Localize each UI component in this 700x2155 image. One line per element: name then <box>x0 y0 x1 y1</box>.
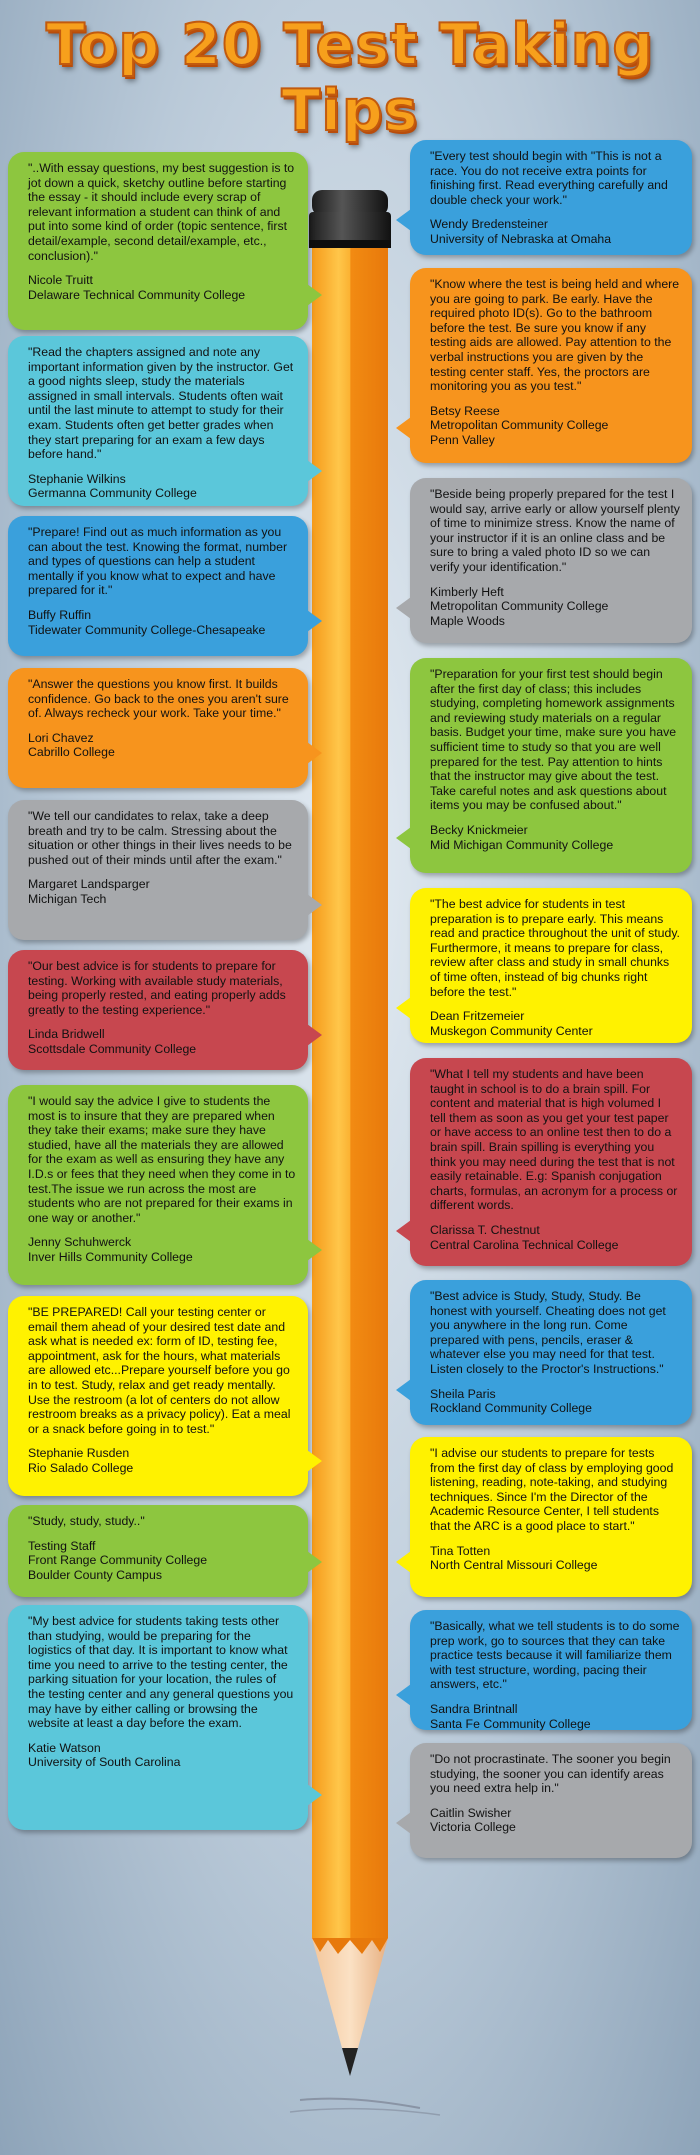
tip-author-name: Lori Chavez <box>28 730 94 745</box>
tip-bubble-right-8 <box>410 1437 692 1597</box>
tip-quote: "Every test should begin with "This is not a race. You do not receive extra points for finishing first. Read everything carefully and double check your work." <box>430 149 668 207</box>
tip-attribution <box>28 731 296 760</box>
tip-quote: "I would say the advice I give to students the most is to insure that they are prepared when they take their exams; make sure they have studied, have all the materials they are allowed for the exam as well as ensuring they have any I.D.s or fees that they need when they come in to test.The issue we run across the most are students who are not prepared for their exams in one way or another." <box>28 1094 296 1225</box>
tip-author-org: Rockland Community College <box>430 1401 592 1416</box>
bubble-tail <box>307 742 322 764</box>
tip-author-org-campus: Boulder County Campus <box>28 1567 162 1582</box>
tip-quote: "Answer the questions you know first. It builds confidence. Go back to the ones you aren't sure of. Always recheck your work. Take your time." <box>28 677 289 721</box>
tip-author-name: Margaret Landsparger <box>28 877 150 892</box>
tip-author-name: Becky Knickmeier <box>430 822 528 837</box>
tip-author-org: Cabrillo College <box>28 745 115 760</box>
tip-bubble-left-9 <box>8 1505 308 1597</box>
bubble-tail <box>396 1812 411 1834</box>
tip-author-org: Victoria College <box>430 1820 516 1835</box>
tip-author-name: Clarissa T. Chestnut <box>430 1222 540 1237</box>
bubble-tail <box>307 460 322 482</box>
bubble-tail <box>307 1784 322 1806</box>
bubble-tail <box>307 284 322 306</box>
tip-author-org: University of South Carolina <box>28 1755 181 1770</box>
tip-attribution <box>28 1446 296 1475</box>
tip-quote: "Beside being properly prepared for the test I would say, arrive early or allow yourself plenty of time to minimize stress. Know the name of your instructor if it is an online class and be sure to bring a valed photo ID so we can verify your identification." <box>430 487 680 574</box>
tip-quote: "BE PREPARED! Call your testing center or email them ahead of your desired test date and ask what is needed ex: form of ID, testing fee, appointment, ask for the hours, what materials are allowed etc...Prepare yourself before you go in to test. Study, relax and get ready mentally. Use the restroom (a lot of centers do not allow restroom breaks as a privacy policy). Eat a meal or a snack before going in to test." <box>28 1305 291 1436</box>
tip-author-name: Betsy Reese <box>430 403 500 418</box>
tip-attribution <box>28 273 296 302</box>
bubble-tail <box>307 1450 322 1472</box>
tip-attribution <box>28 1235 296 1264</box>
tip-quote: "The best advice for students in test preparation is to prepare early. This means read and practice throughout the unit of study. Furthermore, it means to prepare for class, review after class and study in small chunks of time often, instead of big chunks right before the test." <box>430 897 680 999</box>
tip-author-name: Buffy Ruffin <box>28 607 92 622</box>
tip-author-org: Scottsdale Community College <box>28 1041 197 1056</box>
tip-author-org: Michigan Tech <box>28 891 107 906</box>
tip-bubble-left-3 <box>8 516 308 656</box>
tip-bubble-right-10 <box>410 1743 692 1858</box>
tip-bubble-right-2 <box>410 268 692 463</box>
tip-bubble-left-4 <box>8 668 308 788</box>
tip-author-name: Kimberly Heft <box>430 584 504 599</box>
tip-author-name: Stephanie Wilkins <box>28 471 126 486</box>
tip-bubble-right-4 <box>410 658 692 873</box>
bubble-tail <box>307 1024 322 1046</box>
tip-quote: "Prepare! Find out as much information as you can about the test. Knowing the format, number and types of questions can help a student mentally if you know what to expect and have prepared for it." <box>28 525 288 598</box>
tip-quote: "Know where the test is being held and where you are going to park. Be early. Have the required photo ID(s). Go to the bathroom before the test. Be sure you know if any testing aids are allowed. Pay attention to the verbal instructions you are given by the testing center staff. Yes, the proctors are monitoring you as you test." <box>430 277 680 394</box>
tip-author-name: Sheila Paris <box>430 1386 496 1401</box>
tip-attribution <box>430 585 680 629</box>
tip-quote: "My best advice for students taking tests other than studying, would be preparing for the logistics of that day. It is important to know what time you need to arrive to the testing center, the parking situation for your location, the rules of the testing center and any general questions you may have by either calling or browsing the website at least a day before the exam. <box>28 1614 294 1731</box>
tip-quote: "I advise our students to prepare for tests from the first day of class by employing good listening, reading, note-taking, and studying techniques. Since I'm the Director of the Academic Resource Center, I tell students that the ARC is a good place to start." <box>430 1446 674 1533</box>
tip-author-name: Linda Bridwell <box>28 1027 105 1042</box>
tip-author-name: Tina Totten <box>430 1543 491 1558</box>
tip-author-org: Santa Fe Community College <box>430 1716 591 1731</box>
bubble-tail <box>307 1551 322 1573</box>
tip-bubble-left-6 <box>8 950 308 1070</box>
tip-quote: "Study, study, study.." <box>28 1514 145 1528</box>
tip-author-org: Metropolitan Community College <box>430 599 609 614</box>
tip-attribution <box>28 608 296 637</box>
tip-author-org-campus: Penn Valley <box>430 432 495 447</box>
tip-author-org: University of Nebraska at Omaha <box>430 231 612 246</box>
tip-author-org: Delaware Technical Community College <box>28 287 246 302</box>
tip-bubble-right-6 <box>410 1058 692 1266</box>
tip-author-org: Muskegon Community Center <box>430 1023 593 1038</box>
pencil-body <box>312 248 388 1938</box>
tip-attribution <box>430 1806 680 1835</box>
tip-quote: "What I tell my students and have been taught in school is to do a brain spill. For content and material that is high volumed I tell them as soon as you get your test paper or have access to an online test then to do a brain spill. Brain spilling is everything you think you may need during the test that is not easily retainable. E.g: Spanish conjugation charts, formulas, an acronym for a process or different words. <box>430 1067 678 1213</box>
tip-attribution <box>430 1009 680 1038</box>
tip-attribution <box>28 877 296 906</box>
page-title: Top 20 Test Taking Tips <box>45 12 655 144</box>
tip-author-org: Inver Hills Community College <box>28 1249 193 1264</box>
tip-author-org: North Central Missouri College <box>430 1558 598 1573</box>
bubble-tail <box>307 894 322 916</box>
tip-author-name: Stephanie Rusden <box>28 1446 130 1461</box>
tip-quote: "We tell our candidates to relax, take a deep breath and try to be calm. Stressing about the situation or other things in their lives needs to be pushed out of their minds until after the exam." <box>28 809 292 867</box>
tip-bubble-right-5 <box>410 888 692 1043</box>
tip-author-name: Sandra Brintnall <box>430 1701 518 1716</box>
tip-bubble-left-7 <box>8 1085 308 1285</box>
tip-quote: "..With essay questions, my best suggestion is to jot down a quick, sketchy outline before starting the essay - it should include every scrap of relevant information a student can think of and put into some kind of order (topic sentence, first detail/example, second detail/example, etc., conclusion)." <box>28 161 295 263</box>
tip-attribution <box>28 1741 296 1770</box>
tip-attribution <box>430 1223 680 1252</box>
bubble-tail <box>396 597 411 619</box>
tip-attribution <box>28 472 296 501</box>
tip-author-name: Dean Fritzemeier <box>430 1009 525 1024</box>
tip-quote: "Preparation for your first test should begin after the first day of class; this includes studying, completing homework assignments and reviewing study materials on a regular basis. Budget your time, make sure you have sufficient time to study so that you are well prepared for the test. Pay attention to hints that the instructor may give about the test. Take careful notes and ask questions about items you may be confused about." <box>430 667 677 813</box>
tip-author-org: Front Range Community College <box>28 1553 208 1568</box>
pencil-graphite-tip <box>342 2048 358 2076</box>
tip-bubble-left-2 <box>8 336 308 506</box>
tip-author-name: Caitlin Swisher <box>430 1805 512 1820</box>
tip-quote: "Do not procrastinate. The sooner you begin studying, the sooner you can identify areas you need extra help in." <box>430 1752 671 1796</box>
tip-bubble-left-1 <box>8 152 308 330</box>
tip-bubble-left-5 <box>8 800 308 940</box>
bubble-tail <box>396 1379 411 1401</box>
tip-author-name: Nicole Truitt <box>28 273 93 288</box>
tip-author-org: Central Carolina Technical College <box>430 1237 619 1252</box>
tip-author-name: Wendy Bredensteiner <box>430 217 549 232</box>
bubble-tail <box>307 1239 322 1261</box>
bubble-tail <box>396 1684 411 1706</box>
tip-quote: "Read the chapters assigned and note any important information given by the instructor. Get a good nights sleep, study the materials assigned in small intervals. Students often wait until the last minute to attempt to study for their exam. Students often get better grades when they start preparing for an exam a few days before hand." <box>28 345 294 462</box>
tip-author-name: Katie Watson <box>28 1740 101 1755</box>
bubble-tail <box>307 610 322 632</box>
tip-attribution <box>430 217 680 246</box>
bubble-tail <box>396 209 411 231</box>
bubble-tail <box>396 1220 411 1242</box>
tip-attribution <box>430 1702 680 1731</box>
tip-author-org-campus: Maple Woods <box>430 613 505 628</box>
tip-attribution <box>430 404 680 448</box>
tip-author-name: Testing Staff <box>28 1538 96 1553</box>
tip-author-name: Jenny Schuhwerck <box>28 1235 132 1250</box>
tip-bubble-left-8 <box>8 1296 308 1496</box>
bubble-tail <box>396 827 411 849</box>
tip-bubble-right-7 <box>410 1280 692 1425</box>
tip-attribution <box>28 1027 296 1056</box>
tip-attribution <box>430 1544 680 1573</box>
tip-quote: "Our best advice is for students to prepare for testing. Working with available study materials, being properly rested, and eating properly adds greatly to the testing experience." <box>28 959 286 1017</box>
tip-author-org: Metropolitan Community College <box>430 418 609 433</box>
tip-author-org: Mid Michigan Community College <box>430 837 614 852</box>
tip-attribution <box>28 1539 296 1583</box>
tip-attribution <box>430 1387 680 1416</box>
tip-attribution <box>430 823 680 852</box>
tip-bubble-right-3 <box>410 478 692 643</box>
tip-bubble-left-10 <box>8 1605 308 1830</box>
bubble-tail <box>396 1551 411 1573</box>
tip-bubble-right-9 <box>410 1610 692 1730</box>
tip-quote: "Basically, what we tell students is to do some prep work, go to sources that they can take practice tests because it will familiarize them with test structure, wording, pacing their answers, etc." <box>430 1619 680 1692</box>
tip-author-org: Germanna Community College <box>28 486 197 501</box>
bubble-tail <box>396 417 411 439</box>
pencil-wood-tip <box>312 1938 388 2048</box>
tip-quote: "Best advice is Study, Study, Study. Be honest with yourself. Cheating does not get you anywhere in the long run. Come prepared with pens, pencils, eraser & whatever else you may need for that test. Listen closely to the Proctor's Instructions." <box>430 1289 666 1376</box>
tip-bubble-right-1 <box>410 140 692 255</box>
bubble-tail <box>396 997 411 1019</box>
tip-author-org: Rio Salado College <box>28 1460 134 1475</box>
tip-author-org: Tidewater Community College-Chesapeake <box>28 622 266 637</box>
